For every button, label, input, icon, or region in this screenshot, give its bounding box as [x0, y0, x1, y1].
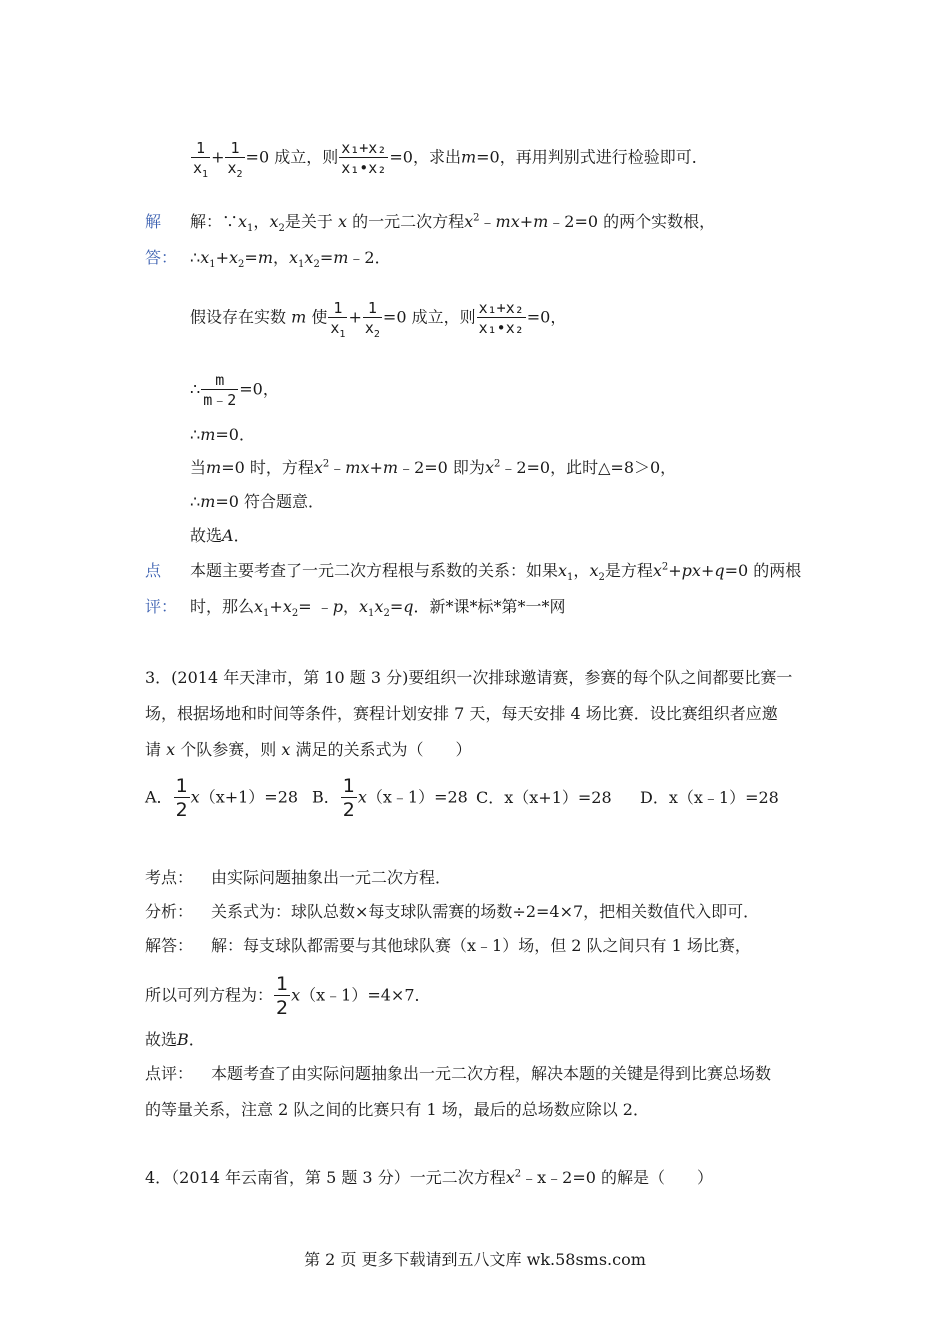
comment-line-2: 时，那么$x_1+x_2=$ ﹣p，$x_1x_2=q$．新*课*标*第*一*网: [190, 597, 566, 620]
solution-line-5: ∴m=0．: [190, 425, 255, 444]
question-3-line-3: 请 x 个队参赛，则 x 满足的关系式为（ ）: [145, 740, 472, 759]
question-3-line-2: 场，根据场地和时间等条件，赛程计划安排 7 天，每天安排 4 场比赛．设比赛组织者应邀: [145, 704, 778, 723]
option-a[interactable]: A． $\frac{1}{2}$ x（x+1）=28: [145, 775, 299, 821]
solution-line-4: ∴ $\frac{m}{m﹣2}$ =0，: [190, 371, 279, 409]
hint-line: $\frac{1}{x_1}$ + $\frac{1}{x_2}$ =0 成立，则 $\frac{\text{x₁+x₂}}{\text{x₁•x₂}}$ =0，求出m=0，再用判别式进行检验即可．: [193, 139, 708, 180]
fraction-one-half-b: $\frac{1}{2}$: [342, 775, 355, 821]
solution-line-1: 解：$\because x_1$，$x_2$是关于 x 的一元二次方程$x^2﹣mx+m﹣2=0$ 的两个实数根，: [190, 212, 716, 235]
solution-label-1: 解: [145, 212, 162, 231]
fraction-m-over-m-minus-2: $\frac{m}{m﹣2}$: [203, 371, 237, 409]
option-c[interactable]: C．x（x+1）=28: [476, 788, 612, 807]
question-4-line-1: 4．（2014 年云南省，第 5 题 3 分）一元二次方程$x^2﹣x﹣2=0$ 的解是（ ）: [145, 1168, 713, 1187]
fraction-sum-over-product: $\frac{\text{x₁+x₂}}{\text{x₁•x₂}}$: [341, 139, 387, 177]
solution-line-2: $\therefore x_1+x_2=m$，$x_1x_2=m﹣2$．: [190, 248, 391, 271]
dianping-line-1: 点评： 本题考查了由实际问题抽象出一元二次方程，解决本题的关键是得到比赛总场数: [145, 1064, 772, 1083]
solution-line-7: ∴m=0 符合题意．: [190, 492, 325, 511]
comment-label-2: 评：: [145, 597, 178, 616]
jieda-line: 解答： 解：每支球队都需要与其他球队赛（x﹣1）场，但 2 队之间只有 1 场比赛，: [145, 936, 751, 955]
solution-label-2: 答：: [145, 248, 178, 267]
solution-line-8: 故选A．: [190, 526, 250, 545]
fraction-1-over-x1: $\frac{1}{x_1}$: [193, 139, 209, 180]
solution-line-3: 假设存在实数 m 使 $\frac{1}{x_1}$ + $\frac{1}{x_2}$ =0 成立，则 $\frac{\text{x₁+x₂}}{\text{x₁•x₂}}$ =0，: [190, 299, 567, 340]
fraction-1-over-x1-b: $\frac{1}{x_1}$: [330, 299, 346, 340]
kaodian-line: 考点： 由实际问题抽象出一元二次方程．: [145, 868, 452, 887]
fenxi-line: 分析： 关系式为：球队总数×每支球队需赛的场数÷2=4×7，把相关数值代入即可．: [145, 902, 760, 921]
option-b[interactable]: B． $\frac{1}{2}$ x（x﹣1）=28: [312, 775, 468, 821]
fraction-1-over-x2: $\frac{1}{x_2}$: [227, 139, 243, 180]
question-3-line-1: 3．(2014 年天津市，第 10 题 3 分)要组织一次排球邀请赛，参赛的每个队之间都要比赛一: [145, 668, 793, 687]
option-d[interactable]: D．x（x﹣1）=28: [640, 788, 779, 807]
answer-line: 故选B．: [145, 1030, 205, 1049]
fraction-1-over-x2-b: $\frac{1}{x_2}$: [364, 299, 380, 340]
fraction-one-half-c: $\frac{1}{2}$: [276, 973, 289, 1019]
jieda-line-2: 所以可列方程为： $\frac{1}{2}$ x（x﹣1）=4×7．: [145, 973, 431, 1019]
dianping-line-2: 的等量关系，注意 2 队之间的比赛只有 1 场，最后的总场数应除以 2．: [145, 1100, 649, 1119]
solution-line-6: 当m=0 时，方程$x^2﹣mx+m﹣2=0$ 即为$x^2﹣2=0$，此时△=8＞0，: [190, 458, 677, 477]
fraction-sum-over-product-b: $\frac{\text{x₁+x₂}}{\text{x₁•x₂}}$: [478, 299, 524, 337]
comment-line-1: 本题主要考查了一元二次方程根与系数的关系：如果$x_1$，$x_2$是方程$x^2+px+q=0$ 的两根: [190, 561, 802, 584]
page-footer: 第 2 页 更多下载请到五八文库 wk.58sms.com: [304, 1250, 646, 1269]
comment-label-1: 点: [145, 561, 162, 580]
fraction-one-half-a: $\frac{1}{2}$: [175, 775, 188, 821]
